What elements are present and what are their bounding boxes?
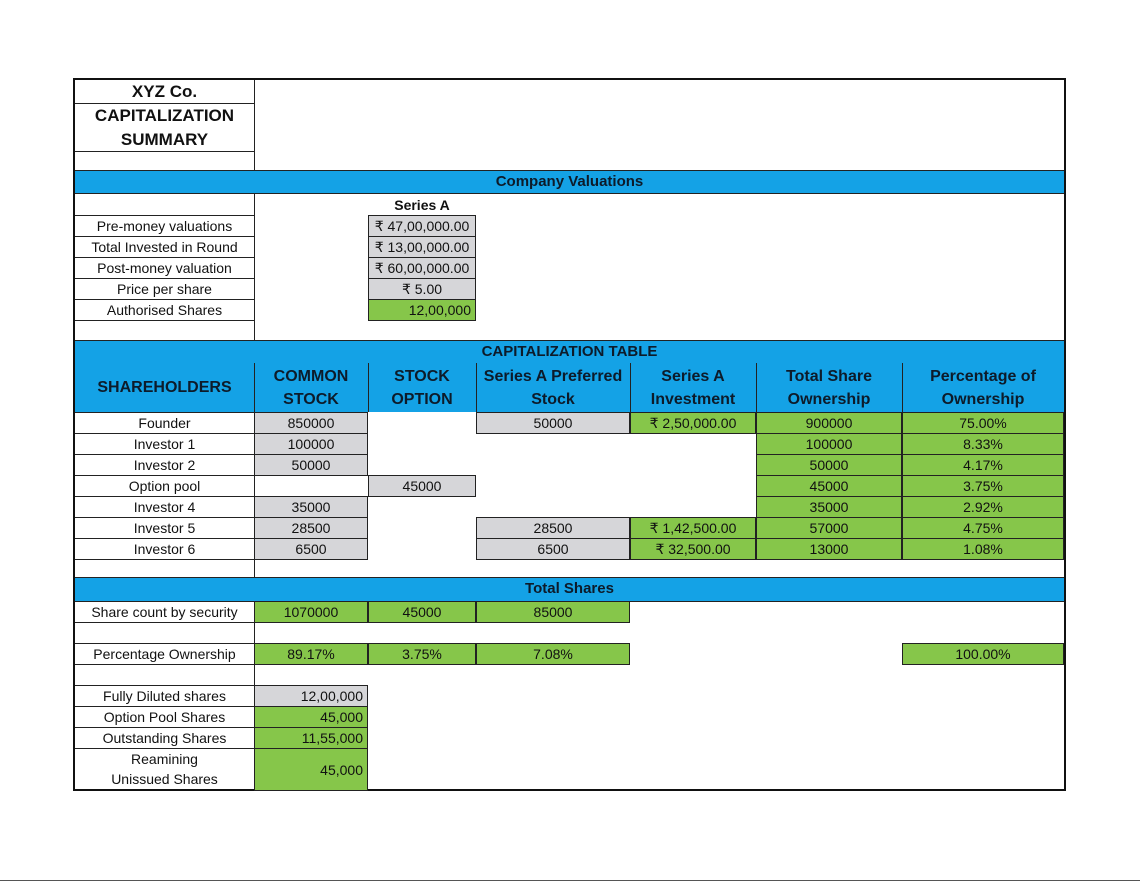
summary-value: 45,000: [254, 706, 368, 728]
valuation-value: ₹ 47,00,000.00: [368, 215, 476, 237]
gridline: [75, 320, 254, 321]
total-ownership-cell: 35000: [756, 496, 902, 518]
header-series-a-investment: [630, 363, 756, 412]
preferred-stock-cell: 28500: [476, 517, 630, 539]
summary-value: 11,55,000: [254, 727, 368, 749]
percentage-ownership-cell: 3.75%: [368, 643, 476, 665]
report-title-line1: CAPITALIZATION: [94, 105, 235, 125]
gridline: [75, 215, 254, 216]
cap-summary-sheet: [73, 78, 1066, 791]
gridline: [75, 433, 254, 434]
gridline: [75, 340, 1064, 341]
shareholder-name: Investor 1: [133, 435, 196, 452]
header-total-share-ownership-line1: Total Share: [786, 367, 872, 385]
shareholder-name: Investor 6: [133, 540, 196, 557]
share-count-cell: 85000: [476, 601, 630, 623]
summary-value: 45,000: [254, 748, 368, 791]
common-stock-cell: 100000: [254, 433, 368, 455]
header-stock-option-line1: STOCK: [394, 367, 450, 385]
page-bottom-rule: [0, 880, 1140, 881]
valuation-label: Pre-money valuations: [96, 217, 233, 234]
total-ownership-cell: 45000: [756, 475, 902, 497]
gridline: [75, 193, 1064, 194]
percentage-cell: 8.33%: [902, 433, 1064, 455]
header-series-a-investment-line2: Investment: [650, 390, 736, 408]
common-stock-cell: 850000: [254, 412, 368, 434]
percentage-cell: 3.75%: [902, 475, 1064, 497]
valuation-value: ₹ 60,00,000.00: [368, 257, 476, 279]
common-stock-cell: 28500: [254, 517, 368, 539]
gridline: [902, 363, 903, 412]
valuation-value: ₹ 13,00,000.00: [368, 236, 476, 258]
header-percentage-ownership-line2: Ownership: [941, 390, 1025, 408]
percentage-cell: 4.17%: [902, 454, 1064, 476]
valuations-section-title: Company Valuations: [75, 170, 1064, 193]
summary-label: Option Pool Shares: [103, 708, 226, 725]
gridline: [368, 475, 369, 496]
series-a-header: Series A: [394, 197, 450, 213]
common-stock-cell: 35000: [254, 496, 368, 518]
percentage-cell: 2.92%: [902, 496, 1064, 518]
share-count-cell: 45000: [368, 601, 476, 623]
common-stock-cell: 50000: [254, 454, 368, 476]
header-series-a-preferred: [476, 363, 630, 412]
gridline: [75, 236, 254, 237]
header-series-a-preferred-line2: Stock: [531, 390, 575, 408]
header-common-stock-line2: STOCK: [283, 390, 339, 408]
preferred-stock-cell: 50000: [476, 412, 630, 434]
gridline: [75, 559, 254, 560]
summary-label: Reamining Unissued Shares: [111, 751, 218, 787]
total-shares-section-title: Total Shares: [75, 577, 1064, 601]
header-stock-option: [368, 363, 476, 412]
gridline: [75, 496, 254, 497]
share-count-label: Share count by security: [91, 604, 238, 620]
header-series-a-preferred-line1: Series A Preferred: [483, 367, 623, 385]
header-series-a-investment-line1: Series A: [661, 367, 725, 385]
total-ownership-cell: 50000: [756, 454, 902, 476]
valuation-label: Post-money valuation: [97, 259, 232, 276]
total-ownership-cell: 900000: [756, 412, 902, 434]
preferred-stock-cell: 6500: [476, 538, 630, 560]
investment-cell: ₹ 1,42,500.00: [630, 517, 756, 539]
company-name: XYZ Co.: [131, 81, 198, 101]
percentage-cell: 1.08%: [902, 538, 1064, 560]
header-common-stock-line1: COMMON: [273, 367, 349, 385]
gridline: [75, 577, 1064, 578]
stock-option-cell: 45000: [368, 475, 476, 497]
header-stock-option-line2: OPTION: [391, 390, 453, 408]
header-percentage-ownership: [902, 363, 1064, 412]
shareholder-name: Investor 2: [133, 456, 196, 473]
percentage-ownership-cell: 7.08%: [476, 643, 630, 665]
gridline: [75, 412, 254, 413]
header-common-stock: [254, 363, 368, 412]
gridline: [75, 151, 254, 152]
percentage-ownership-label: Percentage Ownership: [93, 646, 236, 662]
gridline: [368, 363, 369, 412]
total-ownership-cell: 100000: [756, 433, 902, 455]
report-title-line2: SUMMARY: [120, 129, 209, 149]
shareholder-name: Option pool: [128, 477, 201, 494]
percentage-ownership-cell: 89.17%: [254, 643, 368, 665]
header-total-share-ownership-line2: Ownership: [787, 390, 871, 408]
gridline: [254, 363, 255, 412]
valuation-value: ₹ 5.00: [368, 278, 476, 300]
gridline: [75, 170, 1064, 171]
gridline: [75, 278, 254, 279]
gridline: [75, 257, 254, 258]
gridline: [75, 454, 254, 455]
common-stock-cell: 6500: [254, 538, 368, 560]
investment-cell: ₹ 32,500.00: [630, 538, 756, 560]
gridline: [630, 363, 631, 412]
valuation-label: Total Invested in Round: [91, 238, 238, 255]
gridline: [75, 538, 254, 539]
header-shareholders: SHAREHOLDERS: [75, 363, 254, 412]
header-total-share-ownership: [756, 363, 902, 412]
percentage-ownership-total: 100.00%: [902, 643, 1064, 665]
cap-table-section-title: CAPITALIZATION TABLE: [75, 340, 1064, 363]
summary-value: 12,00,000: [254, 685, 368, 707]
total-ownership-cell: 13000: [756, 538, 902, 560]
gridline: [75, 622, 254, 623]
percentage-cell: 75.00%: [902, 412, 1064, 434]
gridline: [75, 517, 254, 518]
shareholder-name: Investor 5: [133, 519, 196, 536]
share-count-cell: 1070000: [254, 601, 368, 623]
summary-label: Outstanding Shares: [102, 729, 227, 746]
summary-label: Fully Diluted shares: [103, 687, 226, 704]
gridline: [756, 363, 757, 412]
gridline: [476, 363, 477, 412]
total-ownership-cell: 57000: [756, 517, 902, 539]
valuation-value: 12,00,000: [368, 299, 476, 321]
gridline: [75, 475, 254, 476]
gridline: [75, 299, 254, 300]
percentage-cell: 4.75%: [902, 517, 1064, 539]
shareholder-name: Investor 4: [133, 498, 196, 515]
investment-cell: ₹ 2,50,000.00: [630, 412, 756, 434]
gridline: [75, 664, 254, 665]
valuation-label: Authorised Shares: [106, 301, 223, 318]
header-percentage-ownership-line1: Percentage of: [930, 367, 1036, 385]
shareholder-name: Founder: [138, 414, 191, 431]
valuation-label: Price per share: [117, 280, 212, 297]
